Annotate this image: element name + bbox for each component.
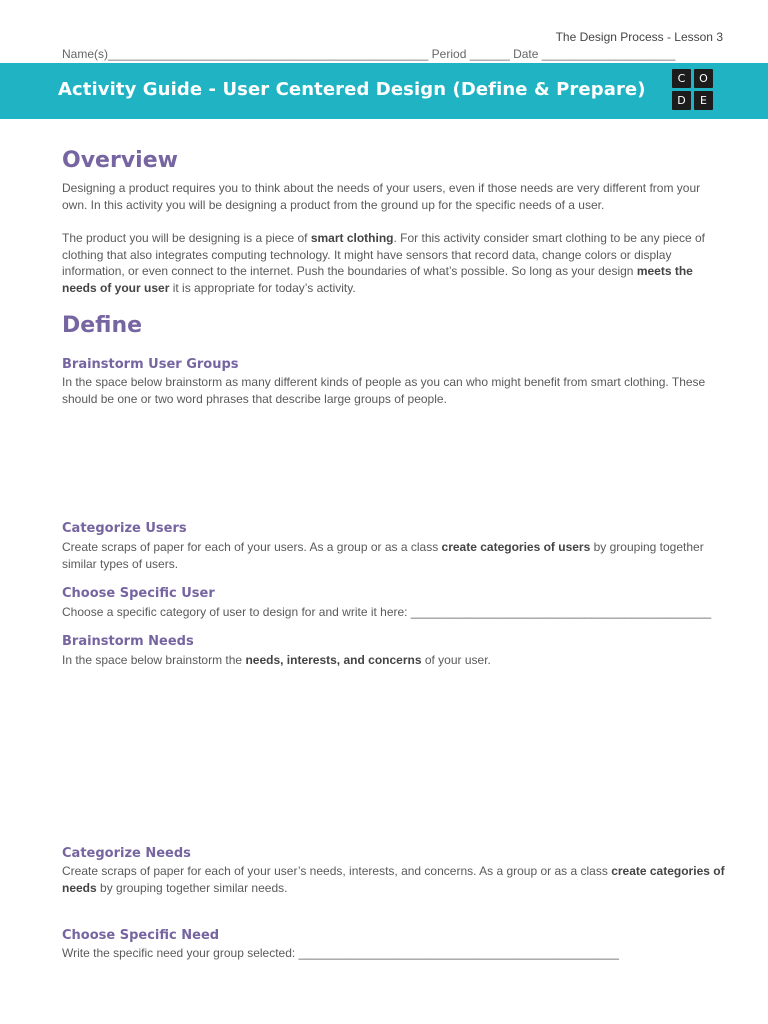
choose-user-heading: Choose Specific User	[62, 586, 215, 601]
categorize-needs-heading: Categorize Needs	[62, 846, 191, 861]
choose-need-text: Write the specific need your group selected: ________________________________________________	[62, 946, 619, 960]
logo-letter: C	[672, 69, 691, 88]
overview-paragraph-1: Designing a product requires you to think about the needs of your users, even if those needs are very different from your own. In this activity you will be designing a product from the ground up for the specific needs of a user.	[62, 181, 701, 212]
logo-letter: O	[694, 69, 713, 88]
page-title: Activity Guide - User Centered Design (Define & Prepare)	[58, 79, 646, 100]
title-banner	[0, 63, 768, 119]
categorize-needs-text: Create scraps of paper for each of your user’s needs, interests, and concerns. As a group or as a class create categories of needs by grouping together similar needs.	[62, 864, 725, 895]
name-period-date-line: Name(s)________________________________________________ Period ______ Date ____________________	[62, 47, 676, 61]
choose-user-text: Choose a specific category of user to design for and write it here: _____________________________________________	[62, 605, 712, 619]
overview-paragraph-2: The product you will be designing is a piece of smart clothing. For this activity consider smart clothing to be any piece of clothing that also integrates computing technology. It might have sensors that record data, change colors or display information, or even connect to the internet. Push the boundaries of what’s possible. So long as your design meets the needs of your user it is appropriate for today’s activity.	[62, 231, 705, 295]
brainstorm-needs-text: In the space below brainstorm the needs, interests, and concerns of your user.	[62, 653, 491, 667]
logo-letter: E	[694, 91, 713, 110]
brainstorm-users-text: In the space below brainstorm as many different kinds of people as you can who might benefit from smart clothing. These should be one or two word phrases that describe large groups of people.	[62, 375, 706, 406]
overview-heading: Overview	[62, 148, 178, 173]
brainstorm-users-heading: Brainstorm User Groups	[62, 357, 239, 372]
lesson-label: The Design Process - Lesson 3	[555, 30, 723, 44]
categorize-users-text: Create scraps of paper for each of your users. As a group or as a class create categories of users by grouping together similar types of users.	[62, 540, 704, 571]
choose-need-heading: Choose Specific Need	[62, 928, 220, 943]
code-logo	[672, 69, 713, 110]
define-heading: Define	[62, 313, 143, 338]
categorize-users-heading: Categorize Users	[62, 521, 187, 536]
brainstorm-needs-heading: Brainstorm Needs	[62, 634, 194, 649]
logo-letter: D	[672, 91, 691, 110]
